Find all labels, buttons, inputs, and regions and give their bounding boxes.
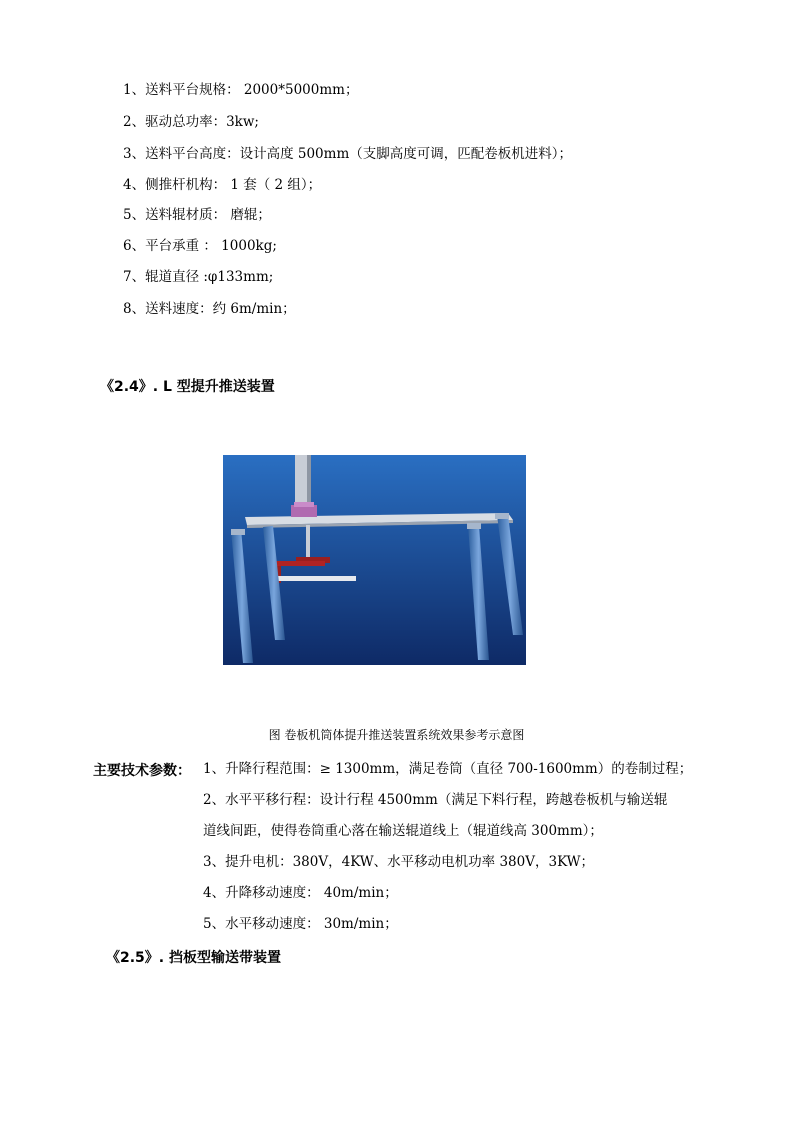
spec-item: 2、驱动总功率：3kw; xyxy=(123,114,259,130)
section-heading-2-4: 《2.4》. L 型提升推送装置 xyxy=(100,379,275,395)
section-heading-2-5: 《2.5》. 挡板型输送带装置 xyxy=(106,950,281,966)
spec-item: 6、平台承重 ： 1000kg; xyxy=(123,238,277,254)
figure-caption: 图 卷板机筒体提升推送装置系统效果参考示意图 xyxy=(268,728,525,742)
param-item: 5、水平移动速度： 30m/min； xyxy=(203,916,398,932)
param-item: 2、水平平移行程：设计行程 4500mm（满足下料行程，跨越卷板机与输送辊 xyxy=(203,792,668,808)
spec-item: 5、送料辊材质： 磨辊； xyxy=(123,207,271,223)
spec-item: 4、侧推杆机构： 1 套（ 2 组）； xyxy=(123,177,322,193)
spec-item: 3、送料平台高度：设计高度 500mm（支脚高度可调，匹配卷板机进料）； xyxy=(123,146,572,162)
param-item: 1、升降行程范围：≥ 1300mm，满足卷筒（直径 700-1600mm）的卷制过程； xyxy=(203,761,693,777)
spec-item: 7、辊道直径 :φ133mm; xyxy=(123,269,274,285)
spec-item: 8、送料速度：约 6m/min； xyxy=(123,301,296,317)
spec-item: 1、送料平台规格： 2000*5000mm； xyxy=(123,82,359,98)
param-item: 3、提升电机：380V，4KW、水平移动电机功率 380V，3KW； xyxy=(203,854,595,870)
param-item: 道线间距，使得卷筒重心落在输送辊道线上（辊道线高 300mm）； xyxy=(203,823,603,839)
param-item: 4、升降移动速度： 40m/min； xyxy=(203,885,398,901)
lift-push-device-figure xyxy=(223,455,526,665)
params-label: 主要技术参数： xyxy=(93,763,191,779)
